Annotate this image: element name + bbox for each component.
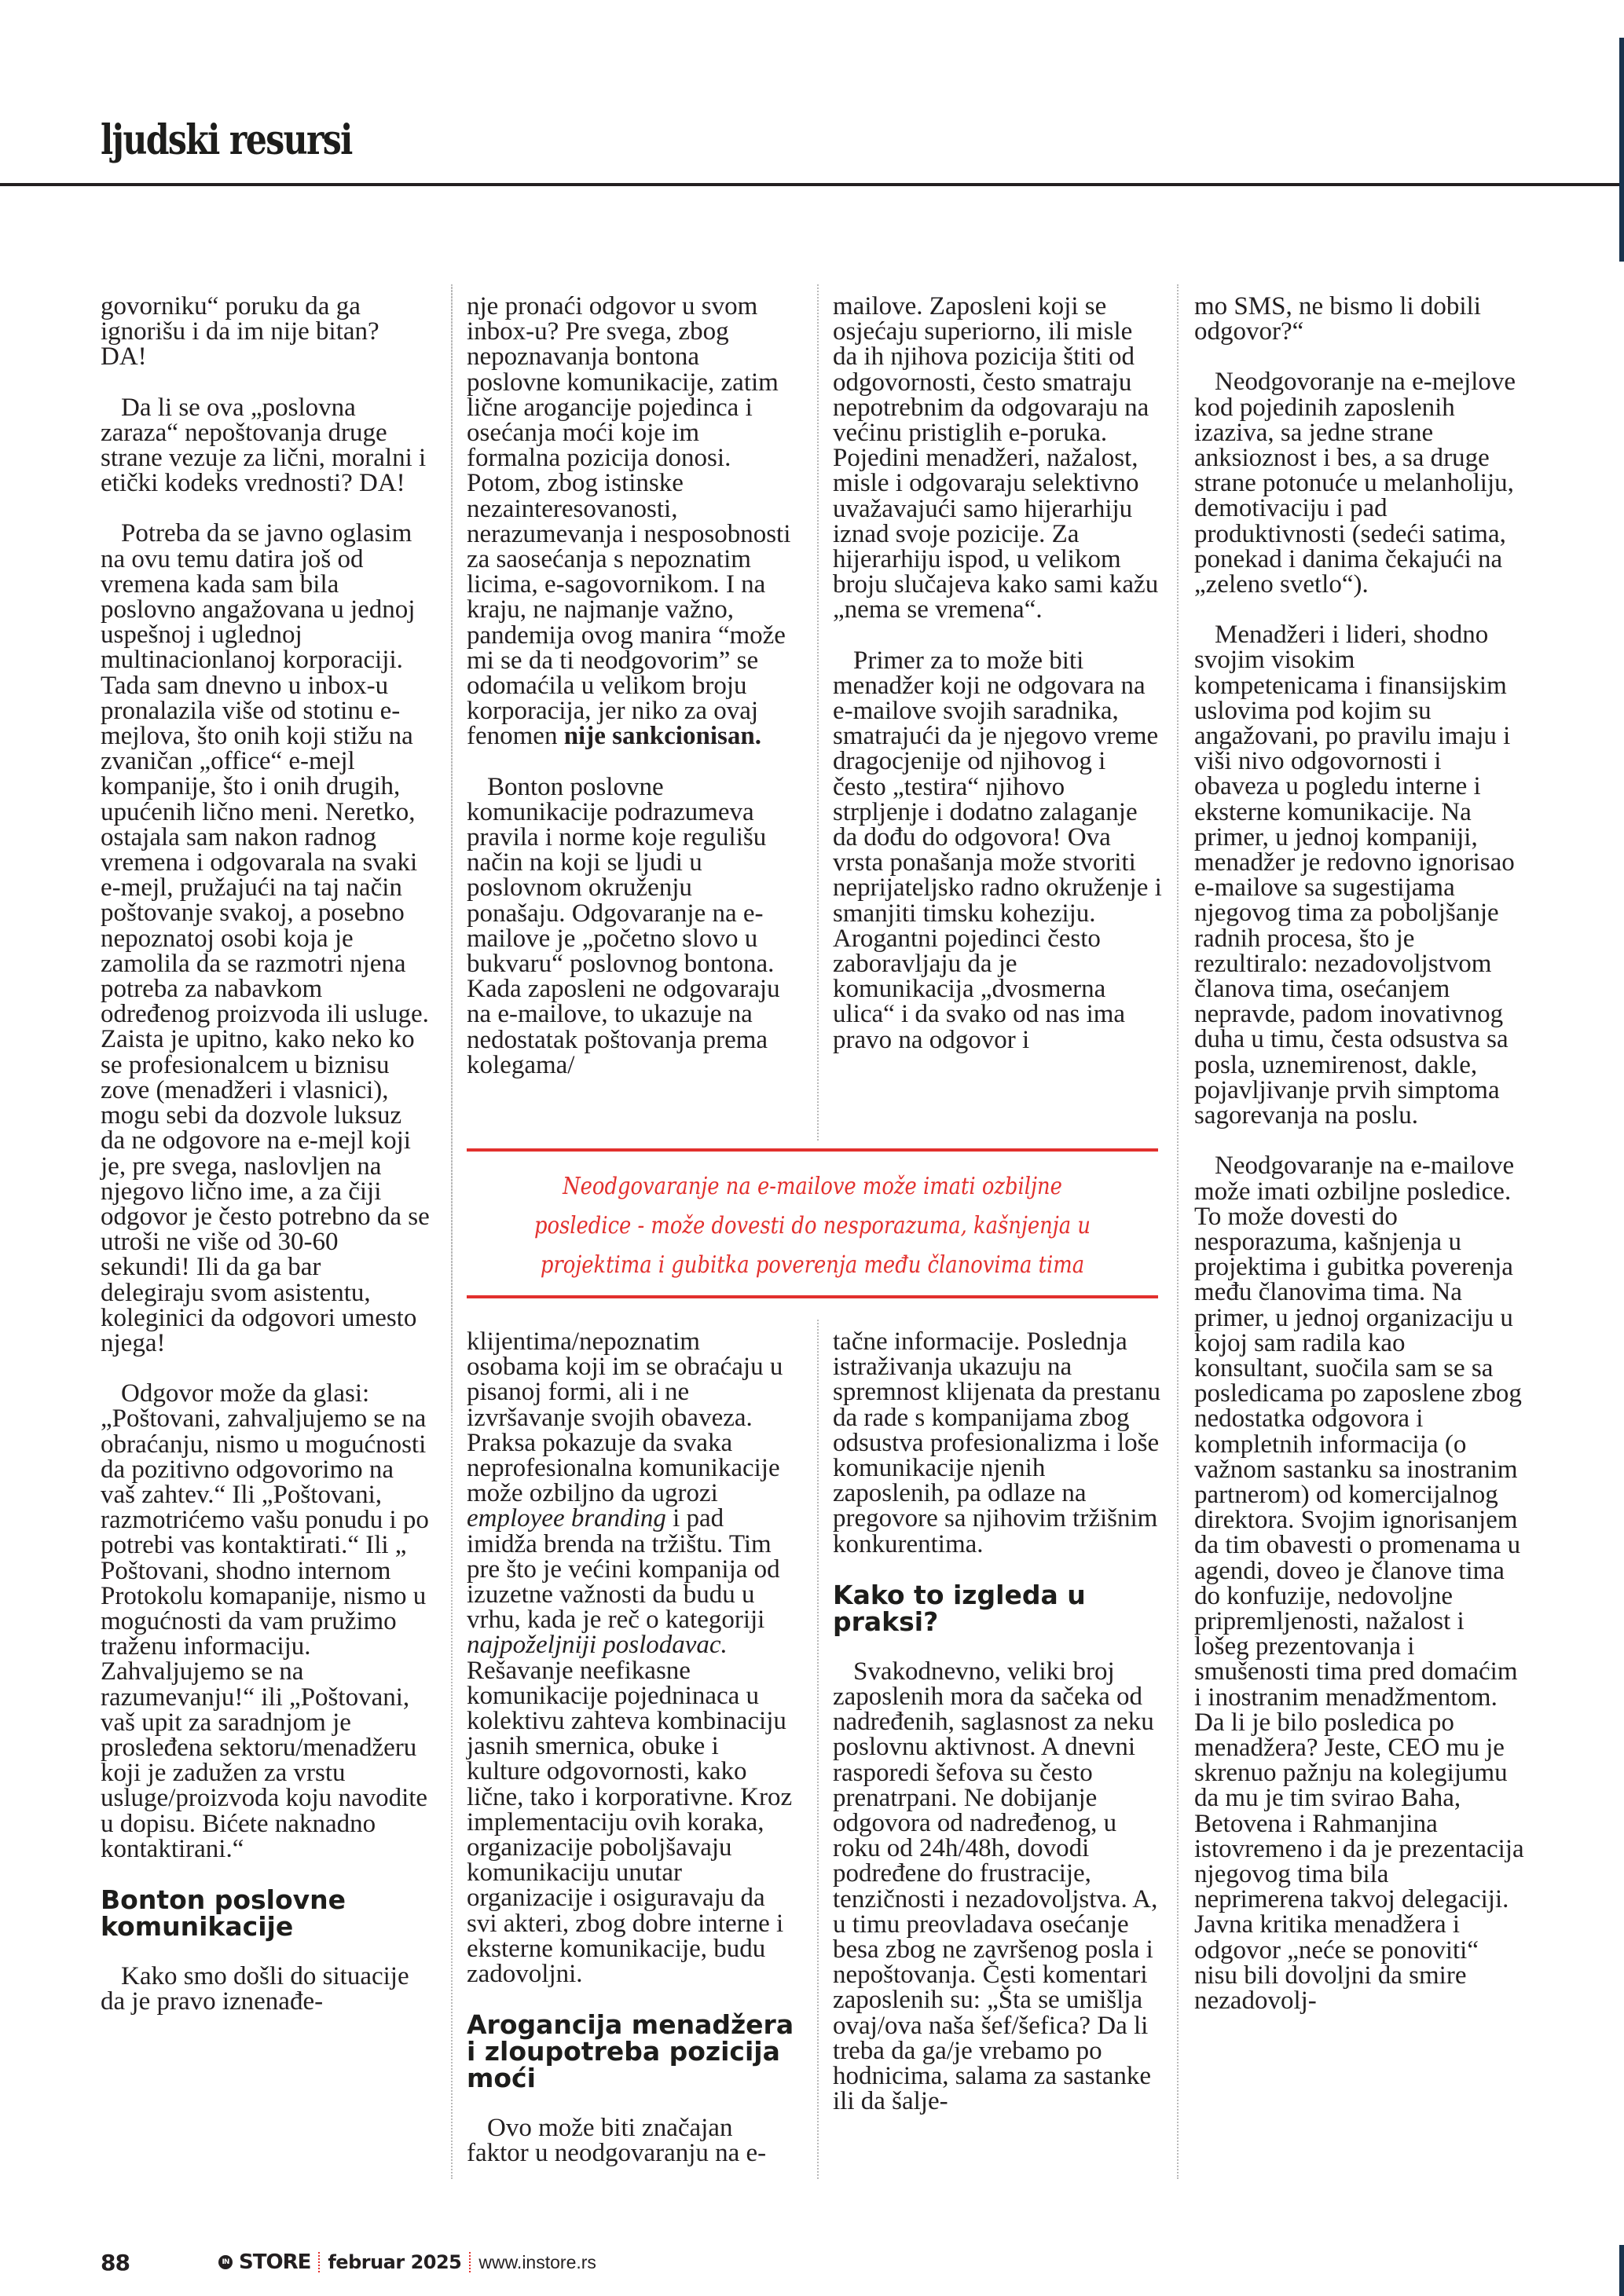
page-edge-strip [1619,2245,1624,2296]
magazine-logo [218,2250,310,2274]
column-divider [451,284,453,2179]
pull-quote-line: posledice - može dovesti do nesporazuma, kašnjenja u [534,1212,1091,1240]
pull-quote-rule-top [467,1148,1158,1152]
header-rule [0,183,1624,186]
paragraph: tačne informacije. Poslednja istraživanja ukazuju na spremnost klijenata da prestanu da rade s kompanijama zbog odsustva profesionalizma i loše komunikacije njenih zaposlenih, pa odlaze na pregovore sa njihovim tržišnim konkurentima. [833,1327,1160,1558]
article-column-3-bottom [833,1329,1163,2139]
page-footer [101,2247,596,2278]
logo-text: STORE [239,2250,311,2274]
paragraph: Kako smo došli do situacije da je pravo iznenađe- [101,1961,409,2016]
paragraph: Odgovor može da glasi: „Poštovani, zahvaljujemo se na obraćanju, nismo u mogućnosti da pozitivno odgovorimo na vaš zahtev.“ Ili „Poštovani, razmotrićemo vašu ponudu i po potrebi vas kontaktirati.“ Ili „ Poštovani, shodno internom Protokolu komapanije, nismo u mogućnosti da vam pružimo traženu informaciju. Zahvaljujemo se na razumevanju!“ ili „Poštovani, vaš upit za saradnjom je prosleđena sektoru/menadžeru koji je zadužen za vrstu usluge/proizvoda koju navodite u dopisu. Bićete naknadno kontaktirani.“ [101,1379,429,1863]
italic-term: employee branding [467,1504,666,1533]
paragraph: Neodgovaranje na e-mailove može imati ozbiljne posledice. To može dovesti do nesporazuma, kašnjenja u projektima i gubitka poverenja među članovima tima. Na primer, u jednoj organizaciju u kojoj sam radila kao konsultant, suočila sam se sa posledicama po zaposlene zbog nedostatka odgovora i kompletnih informacija (o važnom sastanku sa inostranim partnerom) od komercijalnog direktora. Svojim ignorisanjem da tim obavesti o promenama u agendi, doveo je članove tima do konfuzije, nedovoljne pripremljenosti, nažalost i lošeg prezentovanja i smušenosti tima pred domaćim i inostranim menadžmentom. Da li je bilo posledica po menadžera? Jeste, CEO mu je skrenuo pažnju na kolegijumu da mu je tim svirao Baha, Betovena i Rahmanjina istovremeno i da je prezentacija njegovog tima bila neprimerena takvoj delegaciji. Javna kritika menadžera i odgovor „neće se ponoviti“ nisu bili dovoljni da smire nezadovolj- [1194,1152,1524,2015]
paragraph-text: Rešavanje neefikasne komunikacije pojedninaca u kolektivu zahteva kombinaciju jasnih smernica, obuke i kulture odgovornosti, kako lične, tako i korporativne. Kroz implementaciju ovih koraka, organizacije poboljšavaju komunikaciju unutar organizacije i osiguravaju da svi akteri, zbog dobre interne i eksterne komunikacije, budu zadovoljni. [467,1656,793,1989]
subheading: Kako to izgleda u praksi? [833,1579,1086,1637]
article-column-2-top [467,294,797,1103]
footer-separator [318,2252,320,2272]
paragraph-text: klijentima/nepoznatim osobama koji im se obraćaju u pisanoj formi, ali i ne izvršavanje svojih obaveza. Praksa pokazuje da svaka neprofesionalna komunikacije može ozbiljno da ugrozi [467,1327,783,1508]
section-title: ljudski resursi [101,116,352,164]
paragraph: Neodgovoranje na e-mejlove kod pojedinih zaposlenih izaziva, sa jedne strane anksioznost i bes, a sa druge strane potonuće u melanholiju, demotivaciju i pad produktivnosti (sedeći satima, ponekad i danima čekajući na „zeleno svetlo“). [1194,368,1516,599]
emphasis-text: nije sankcionisan. [563,722,761,751]
article-column-3-top [833,294,1163,1078]
paragraph-text: nje pronaći odgovor u svom inbox-u? Pre svega, zbog nepoznavanja bontona poslovne komunikacije, zatim lične arogancije pojedinca i osećanja moći koje im formalna pozicija donosi. Potom, zbog istinske nezainteresovanosti, nerazumevanja i nesposobnosti za saosećanja s nepoznatim licima, e-sagovornikom. I na kraju, ne najmanje važno, pandemija ovog manira “može mi se da ti neodgovorim” se odomaćila u velikom broju korporacija, jer niko za ovaj fenomen [467,292,791,751]
paragraph: Svakodnevno, veliki broj zaposlenih mora da sačeka od nadređenih, saglasnost za neku poslovnu aktivnost. A dnevni rasporedi šefova su često prenatrpani. Ne dobijanje odgovora od nadređenog, u roku od 24h/48h, dovodi podređene do frustracije, tenzičnosti i nezadovoljstva. A, u timu preovladava osećanje besa zbog ne završenog posla i nepoštovanja. Česti komentari zaposlenih su: „Šta se umišlja ovaj/ova naša šef/šefica? Da li treba da ga/je vrebamo po hodnicima, salama za sastanke ili da šalje- [833,1657,1158,2116]
subheading: Bonton poslovne komunikacije [101,1884,346,1942]
paragraph: Primer za to može biti menadžer koji ne odgovara na e-mailove svojih saradnika, smatrajući da je njegovo vreme dragocjenije od njihovog i često „testira“ njihovo strpljenje i dodatno zalaganje da dođu do odgovora! Ova vrsta ponašanja može stvoriti neprijateljsko radno okruženje i smanjiti timsku koheziju. Arogantni pojedinci često zaboravljaju da je komunikacija „dvosmerna ulica“ i da svako od nas ima pravo na odgovor i [833,646,1162,1054]
pull-quote-text [515,1167,1110,1285]
page-edge-strip [1619,38,1624,262]
article-column-1 [101,294,431,2039]
paragraph: mo SMS, ne bismo li dobili odgovor?“ [1194,292,1481,346]
pull-quote [467,1148,1158,1298]
column-divider [1177,284,1179,2179]
pull-quote-line: projektima i gubitka poverenja među članovima tima [540,1251,1085,1279]
paragraph: Ovo može biti značajan faktor u neodgovaranju na e- [467,2114,767,2168]
paragraph-text: i pad imidža brenda na tržištu. Tim pre što je većini kompanija od izuzetne važnosti da budu u vrhu, kada je reč o kategoriji [467,1504,780,1635]
column-divider [817,284,819,1141]
subheading: Arogancija menadžera i zloupotreba pozicija moći [467,2009,794,2094]
italic-term: najpoželjniji poslodavac. [467,1631,728,1660]
paragraph [467,1329,797,1987]
website-link[interactable]: www.instore.rs [478,2251,596,2272]
article-column-4 [1194,294,1524,2038]
paragraph: mailove. Zaposleni koji se osjećaju superiorno, ili misle da ih njihova pozicija štiti od odgovornosti, često smatraju nepotrebnim da odgovaraju na većinu pristiglih e-poruka. Pojedini menadžeri, nažalost, misle i odgovaraju selektivno uvažavajući samo hijerarhiju iznad svoje pozicije. Za hijerarhiju ispod, u velikom broju slučajeva kako sami kažu „nema se vremena“. [833,292,1159,624]
page-number: 88 [101,2249,130,2276]
issue-date: februar 2025 [328,2251,462,2273]
paragraph: Menadžeri i lideri, shodno svojim visokim kompetenicama i finansijskim uslovima pod kojim su angažovani, po pravilu imaju i viši nivo odgovornosti i obaveza u pogledu interne i eksterne komunikacije. Na primer, u jednoj kompaniji, menadžer je redovno ignorisao e-mailove sa sugestijama njegovog tima za poboljšanje radnih procesa, što je rezultiralo: nezadovoljstvom članova tima, osećanjem nepravde, padom inovativnog duha u timu, česta odsustva sa posla, uznemirenost, dakle, pojavljivanje prvih simptoma sagorevanja na poslu. [1194,621,1515,1130]
article-column-2-bottom [467,1329,797,2192]
paragraph: govorniku“ poruku da ga ignorišu i da im nije bitan? DA! [101,292,379,372]
column-divider [817,1320,819,2179]
pull-quote-line: Neodgovaranje na e-mailove može imati ozbiljne [563,1173,1062,1200]
footer-separator [469,2252,471,2272]
paragraph: Bonton poslovne komunikacije podrazumeva pravila i norme koje regulišu način na koji se ljudi u poslovnom okruženju ponašaju. Odgovaranje na e-mailove je „početno slovo u bukvaru“ poslovnog bontona. Kada zaposleni ne odgovaraju na e-mailove, to ukazuje na nedostatak poštovanja prema kolegama/ [467,772,780,1079]
paragraph: Da li se ova „poslovna zaraza“ nepoštovanja druge strane vezuje za lični, moralni i etički kodeks vrednosti? DA! [101,393,427,498]
logo-in-icon: IN [218,2255,233,2269]
paragraph [467,294,797,749]
paragraph: Potreba da se javno oglasim na ovu temu datira još od vremena kada sam bila poslovno angažovana u jednoj uspešnoj i uglednoj multinacionlanoj korporaciji. Tada sam dnevno u inbox-u pronalazila više od stotinu e-mejlova, što onih koji stižu na zvaničan „office“ e-mejl kompanije, što i onih drugih, upućenih lično meni. Neretko, ostajala sam nakon radnog vremena i odgovarala na svaki e-mejl, pružajući na taj način poštovanje svakoj, a posebno nepoznatoj osobi koja je zamolila da se razmotri njena potreba za nabavkom određenog proizvoda ili usluge. Zaista je upitno, kako neko ko se profesionalcem u biznisu zove (menadžeri i vlasnici), mogu sebi da dozvole luksuz da ne odgovore na e-mejl koji je, pre svega, naslovljen na njegovo lično ime, a za čiji odgovor je često potrebno da se utroši ne više od 30-60 sekundi! Ili da ga bar delegiraju svom asistentu, koleginici da odgovori umesto njega! [101,519,430,1357]
pull-quote-rule-bottom [467,1295,1158,1298]
